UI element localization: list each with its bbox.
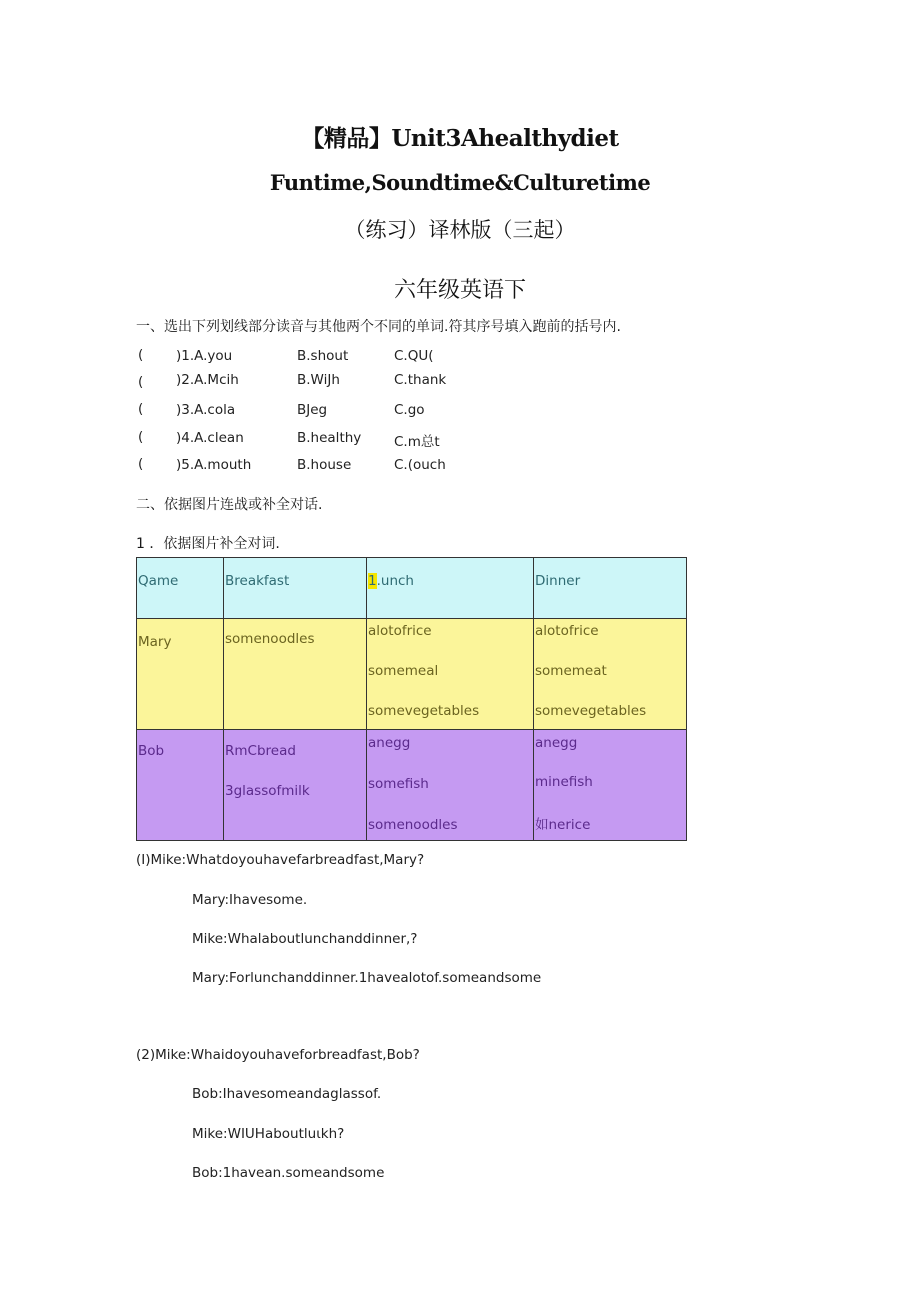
option-c: C.go <box>394 402 425 418</box>
option-a: )1.A.you <box>176 348 233 364</box>
answer-paren[interactable]: ( <box>138 374 144 390</box>
option-b: BJeg <box>297 402 328 418</box>
answer-paren[interactable]: ( <box>138 429 144 445</box>
option-a: )4.A.clean <box>176 430 244 446</box>
header-dinner-text: Dinner <box>535 573 581 589</box>
header-breakfast <box>224 558 367 619</box>
bob-dinner-item: 如nerice <box>535 817 591 833</box>
option-b: B.WiJh <box>297 372 340 388</box>
mary-lunch-item: somevegetables <box>368 703 480 719</box>
mary-lunch-item: alotofrice <box>368 623 432 639</box>
mary-dinner-item: somevegetables <box>535 703 647 719</box>
header-lunch <box>367 558 534 619</box>
header-lunch-rest: .unch <box>376 573 414 589</box>
mary-breakfast-item: somenoodles <box>225 631 315 647</box>
title-line-1: 【精品】Unit3Ahealthydiet <box>301 125 619 152</box>
title-line-2: Funtime,Soundtime&Culturetime <box>269 170 651 195</box>
option-c: C.m总t <box>394 434 440 450</box>
dialogue-line: (2)Mike:Whaidoyouhaveforbreadfast,Bob? <box>136 1047 420 1063</box>
bob-dinner <box>534 730 687 841</box>
bob-breakfast-item: 3glassofmilk <box>225 783 310 799</box>
bob-lunch-item: somefish <box>368 776 429 792</box>
header-dinner <box>534 558 687 619</box>
table-header-row <box>137 558 687 619</box>
mary-lunch <box>367 619 534 730</box>
title-line-4: 六年级英语下 <box>393 278 526 303</box>
dialogue-line: Mike:Whalaboutlunchanddinner,? <box>192 931 418 947</box>
dialogue-line: Mike:WIUHaboutluιkh? <box>192 1126 345 1142</box>
header-name-text: Qame <box>138 573 179 589</box>
option-c: C.QU( <box>394 348 434 364</box>
dialogue-line: Bob:1havean.someandsome <box>192 1165 385 1181</box>
title-line-3: （练习）译林版（三起） <box>344 218 576 242</box>
option-a: )2.A.Mcih <box>176 372 239 388</box>
table-row-bob <box>137 730 687 841</box>
bob-lunch <box>367 730 534 841</box>
answer-paren[interactable]: ( <box>138 347 144 363</box>
mary-dinner-item: somemeat <box>535 663 607 679</box>
bob-lunch-item: anegg <box>368 735 411 751</box>
bob-name-text: Bob <box>138 743 165 759</box>
answer-paren[interactable]: ( <box>138 456 144 472</box>
option-c: C.thank <box>394 372 447 388</box>
mary-dinner-item: alotofrice <box>535 623 599 639</box>
section1-heading: 一、选出下列划线部分读音与其他两个不同的单词.符其序号填入跑前的括号内. <box>136 319 621 335</box>
mary-lunch-item: somemeal <box>368 663 439 679</box>
option-b: B.house <box>297 457 352 473</box>
mary-name-text: Mary <box>138 634 172 650</box>
diet-table <box>136 557 687 841</box>
bob-breakfast <box>224 730 367 841</box>
mary-name <box>137 619 224 730</box>
header-breakfast-text: Breakfast <box>225 573 290 589</box>
dialogue-line: Bob:Ihavesomeandaglassof. <box>192 1086 382 1102</box>
option-b: B.shout <box>297 348 349 364</box>
answer-paren[interactable]: ( <box>138 401 144 417</box>
section2-sub1: 1 ．依据图片补全对词. <box>136 536 280 552</box>
bob-name <box>137 730 224 841</box>
option-a: )3.A.cola <box>176 402 236 418</box>
dialogue-line: (I)Mike:Whatdoyouhavefarbreadfast,Mary? <box>136 852 425 868</box>
bob-dinner-item: minefish <box>535 774 593 790</box>
highlight-mark: 1 <box>368 573 377 589</box>
bob-breakfast-item: RmCbread <box>225 743 296 759</box>
mary-breakfast <box>224 619 367 730</box>
section2-heading: 二、依据图片连战或补全对话. <box>136 497 323 513</box>
dialogue-line: Mary:Ihavesome. <box>192 892 308 908</box>
header-lunch-text <box>368 573 414 589</box>
bob-dinner-item: anegg <box>535 735 578 751</box>
bob-lunch-item: somenoodles <box>368 817 458 833</box>
option-c: C.(ouch <box>394 457 446 473</box>
mary-dinner <box>534 619 687 730</box>
header-name <box>137 558 224 619</box>
table-row-mary <box>137 619 687 730</box>
dialogue-line: Mary:Forlunchanddinner.1havealotof.someandsome <box>192 970 542 986</box>
option-a: )5.A.mouth <box>176 457 252 473</box>
option-b: B.healthy <box>297 430 362 446</box>
